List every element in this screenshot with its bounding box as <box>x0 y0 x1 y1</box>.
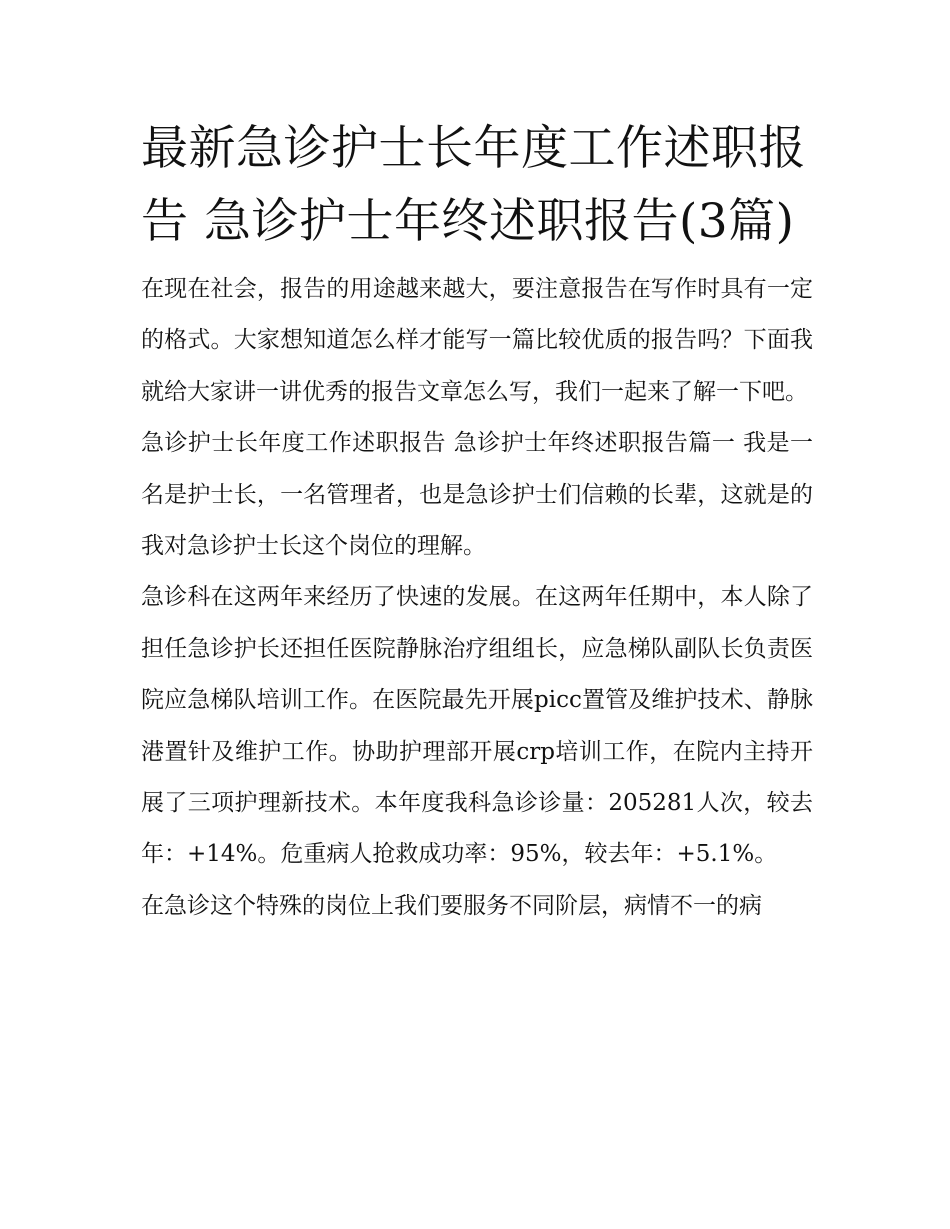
paragraph-section-one: 急诊护士长年度工作述职报告 急诊护士年终述职报告篇一 我是一名是护士长，一名管理者，也是急诊护士们信赖的长辈，这就是的我对急诊护士长这个岗位的理解。 <box>141 430 813 560</box>
document-page <box>141 112 813 932</box>
paragraph-achievements: 急诊科在这两年来经历了快速的发展。在这两年任期中，本人除了担任急诊护长还担任医院静脉治疗组组长，应急梯队副队长负责医院应急梯队培训工作。在医院最先开展picc置管及维护技术、静脉港置针及维护工作。协助护理部开展crp培训工作，在院内主持开展了三项护理新技术。本年度我科急诊诊量：205281人次，较去年：+14%。危重病人抢救成功率：95%，较去年：+5.1%。 <box>141 584 813 868</box>
document-title: 最新急诊护士长年度工作述职报告 急诊护士年终述职报告(3篇) <box>141 121 806 249</box>
paragraph-service: 在急诊这个特殊的岗位上我们要服务不同阶层，病情不一的病 <box>141 892 762 919</box>
paragraph-intro: 在现在社会，报告的用途越来越大，要注意报告在写作时具有一定的格式。大家想知道怎么样才能写一篇比较优质的报告吗？下面我就给大家讲一讲优秀的报告文章怎么写，我们一起来了解一下吧。 <box>141 276 813 405</box>
